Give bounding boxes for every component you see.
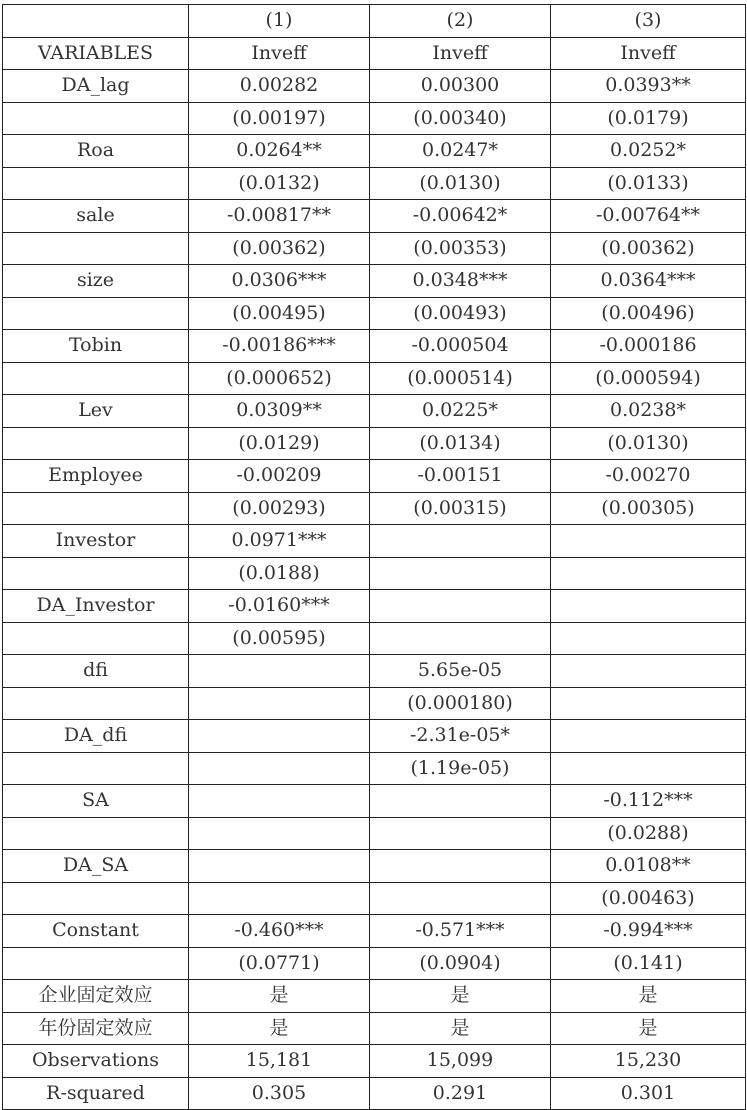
coefficient-cell: (0.00315) <box>370 492 551 525</box>
coefficient-cell: -0.00817** <box>189 200 370 233</box>
coefficient-cell: (0.0132) <box>189 167 370 200</box>
variable-name-cell: Observations <box>3 1045 189 1078</box>
coefficient-cell: (0.000514) <box>370 362 551 395</box>
table-row <box>3 265 746 298</box>
variable-name-cell: SA <box>3 785 189 818</box>
coefficient-cell: (0.000180) <box>370 687 551 720</box>
table-row <box>3 947 746 980</box>
table-row <box>3 655 746 688</box>
coefficient-cell: 0.0225* <box>370 395 551 428</box>
coefficient-cell: 0.0238* <box>551 395 746 428</box>
coefficient-cell: -0.112*** <box>551 785 746 818</box>
coefficient-cell: (0.0771) <box>189 947 370 980</box>
variable-name-cell: Roa <box>3 135 189 168</box>
coefficient-cell: 0.0247* <box>370 135 551 168</box>
table-row <box>3 460 746 493</box>
coefficient-cell: (0.00496) <box>551 297 746 330</box>
table-row <box>3 1045 746 1078</box>
coefficient-cell: (0.00197) <box>189 102 370 135</box>
coefficient-cell: 0.0252* <box>551 135 746 168</box>
header-cell: (2) <box>370 5 551 38</box>
variable-name-cell <box>3 882 189 915</box>
coefficient-cell: (0.0188) <box>189 557 370 590</box>
coefficient-cell <box>551 655 746 688</box>
coefficient-cell: 是 <box>370 980 551 1013</box>
coefficient-cell <box>551 752 746 785</box>
coefficient-cell <box>189 752 370 785</box>
coefficient-cell: (0.0133) <box>551 167 746 200</box>
variable-name-cell <box>3 362 189 395</box>
coefficient-cell: Inveff <box>189 37 370 70</box>
coefficient-cell: -2.31e-05* <box>370 720 551 753</box>
coefficient-cell: (0.00305) <box>551 492 746 525</box>
coefficient-cell <box>370 882 551 915</box>
coefficient-cell <box>189 850 370 883</box>
coefficient-cell: (0.000652) <box>189 362 370 395</box>
variable-name-cell <box>3 492 189 525</box>
table-row <box>3 167 746 200</box>
variable-name-cell <box>3 297 189 330</box>
table-row <box>3 427 746 460</box>
coefficient-cell <box>551 590 746 623</box>
table-row <box>3 850 746 883</box>
coefficient-cell: 0.0348*** <box>370 265 551 298</box>
coefficient-cell <box>189 817 370 850</box>
coefficient-cell: (0.0904) <box>370 947 551 980</box>
variable-name-cell: Investor <box>3 525 189 558</box>
coefficient-cell <box>189 785 370 818</box>
header-cell <box>3 5 189 38</box>
coefficient-cell: -0.00764** <box>551 200 746 233</box>
table-row <box>3 622 746 655</box>
variable-name-cell: Tobin <box>3 330 189 363</box>
variable-name-cell: VARIABLES <box>3 37 189 70</box>
table-row <box>3 720 746 753</box>
coefficient-cell: -0.000186 <box>551 330 746 363</box>
coefficient-cell: 0.301 <box>551 1077 746 1110</box>
variable-name-cell <box>3 427 189 460</box>
coefficient-cell: (0.00463) <box>551 882 746 915</box>
coefficient-cell: (0.00340) <box>370 102 551 135</box>
coefficient-cell: 0.0108** <box>551 850 746 883</box>
variable-name-cell: sale <box>3 200 189 233</box>
table-row <box>3 135 746 168</box>
table-row <box>3 102 746 135</box>
coefficient-cell: (0.00595) <box>189 622 370 655</box>
coefficient-cell: -0.994*** <box>551 915 746 948</box>
table-row <box>3 70 746 103</box>
coefficient-cell: 0.0364*** <box>551 265 746 298</box>
coefficient-cell <box>189 882 370 915</box>
coefficient-cell: 是 <box>189 980 370 1013</box>
coefficient-cell: 0.0971*** <box>189 525 370 558</box>
variable-name-cell: Lev <box>3 395 189 428</box>
coefficient-cell: 是 <box>189 1012 370 1045</box>
table-row <box>3 817 746 850</box>
coefficient-cell: (0.00362) <box>551 232 746 265</box>
coefficient-cell <box>189 655 370 688</box>
coefficient-cell <box>370 525 551 558</box>
coefficient-cell <box>370 817 551 850</box>
variable-name-cell: DA_dfi <box>3 720 189 753</box>
variable-name-cell <box>3 622 189 655</box>
table-row <box>3 557 746 590</box>
variable-name-cell: DA_Investor <box>3 590 189 623</box>
table-row <box>3 752 746 785</box>
coefficient-cell: 是 <box>551 1012 746 1045</box>
coefficient-cell: 0.305 <box>189 1077 370 1110</box>
coefficient-cell: (0.00493) <box>370 297 551 330</box>
variable-name-cell <box>3 102 189 135</box>
coefficient-cell: 0.0264** <box>189 135 370 168</box>
variable-name-cell <box>3 947 189 980</box>
coefficient-cell: 0.00300 <box>370 70 551 103</box>
coefficient-cell: (0.141) <box>551 947 746 980</box>
variable-name-cell: DA_lag <box>3 70 189 103</box>
coefficient-cell: (0.0134) <box>370 427 551 460</box>
coefficient-cell <box>551 622 746 655</box>
variable-name-cell <box>3 232 189 265</box>
variable-name-cell: Employee <box>3 460 189 493</box>
table-row <box>3 687 746 720</box>
variable-name-cell <box>3 687 189 720</box>
coefficient-cell <box>189 720 370 753</box>
variable-name-cell: 企业固定效应 <box>3 980 189 1013</box>
table-row <box>3 297 746 330</box>
coefficient-cell <box>551 720 746 753</box>
coefficient-cell: (0.0130) <box>551 427 746 460</box>
header-cell: (3) <box>551 5 746 38</box>
variable-name-cell: DA_SA <box>3 850 189 883</box>
coefficient-cell: (0.0179) <box>551 102 746 135</box>
coefficient-cell: (0.00353) <box>370 232 551 265</box>
coefficient-cell: Inveff <box>370 37 551 70</box>
coefficient-cell: (1.19e-05) <box>370 752 551 785</box>
variable-name-cell: 年份固定效应 <box>3 1012 189 1045</box>
coefficient-cell <box>370 557 551 590</box>
table-row <box>3 1077 746 1110</box>
coefficient-cell <box>551 687 746 720</box>
table-row <box>3 1012 746 1045</box>
coefficient-cell <box>370 622 551 655</box>
coefficient-cell: 15,230 <box>551 1045 746 1078</box>
variable-name-cell: size <box>3 265 189 298</box>
coefficient-cell: -0.00642* <box>370 200 551 233</box>
table-row <box>3 785 746 818</box>
variable-name-cell <box>3 557 189 590</box>
coefficient-cell: 是 <box>370 1012 551 1045</box>
coefficient-cell: -0.00186*** <box>189 330 370 363</box>
coefficient-cell: -0.000504 <box>370 330 551 363</box>
coefficient-cell: -0.460*** <box>189 915 370 948</box>
coefficient-cell <box>551 557 746 590</box>
coefficient-cell <box>370 850 551 883</box>
table-row <box>3 362 746 395</box>
coefficient-cell: 是 <box>551 980 746 1013</box>
coefficient-cell <box>551 525 746 558</box>
table-row <box>3 915 746 948</box>
coefficient-cell: (0.00495) <box>189 297 370 330</box>
variable-name-cell <box>3 752 189 785</box>
table-row <box>3 590 746 623</box>
coefficient-cell <box>370 590 551 623</box>
coefficient-cell: 5.65e-05 <box>370 655 551 688</box>
coefficient-cell: (0.00362) <box>189 232 370 265</box>
coefficient-cell: (0.0129) <box>189 427 370 460</box>
coefficient-cell: -0.00270 <box>551 460 746 493</box>
table-row <box>3 330 746 363</box>
coefficient-cell: 15,181 <box>189 1045 370 1078</box>
coefficient-cell: -0.571*** <box>370 915 551 948</box>
coefficient-cell: (0.0130) <box>370 167 551 200</box>
coefficient-cell <box>370 785 551 818</box>
coefficient-cell: 0.0306*** <box>189 265 370 298</box>
table-row <box>3 980 746 1013</box>
coefficient-cell: (0.000594) <box>551 362 746 395</box>
table-row <box>3 395 746 428</box>
coefficient-cell: Inveff <box>551 37 746 70</box>
coefficient-cell: -0.00209 <box>189 460 370 493</box>
table-row <box>3 882 746 915</box>
coefficient-cell: 15,099 <box>370 1045 551 1078</box>
coefficient-cell: 0.291 <box>370 1077 551 1110</box>
variable-name-cell: R-squared <box>3 1077 189 1110</box>
coefficient-cell: -0.0160*** <box>189 590 370 623</box>
table-row <box>3 492 746 525</box>
coefficient-cell: 0.0309** <box>189 395 370 428</box>
header-cell: (1) <box>189 5 370 38</box>
coefficient-cell <box>189 687 370 720</box>
table-row <box>3 525 746 558</box>
coefficient-cell: -0.00151 <box>370 460 551 493</box>
table-row <box>3 232 746 265</box>
regression-table-body <box>3 5 746 1110</box>
coefficient-cell: (0.0288) <box>551 817 746 850</box>
table-row <box>3 37 746 70</box>
coefficient-cell: 0.0393** <box>551 70 746 103</box>
table-row <box>3 200 746 233</box>
regression-table <box>2 4 746 1110</box>
table-header-row <box>3 5 746 38</box>
coefficient-cell: 0.00282 <box>189 70 370 103</box>
variable-name-cell <box>3 167 189 200</box>
variable-name-cell <box>3 817 189 850</box>
variable-name-cell: dfi <box>3 655 189 688</box>
variable-name-cell: Constant <box>3 915 189 948</box>
coefficient-cell: (0.00293) <box>189 492 370 525</box>
